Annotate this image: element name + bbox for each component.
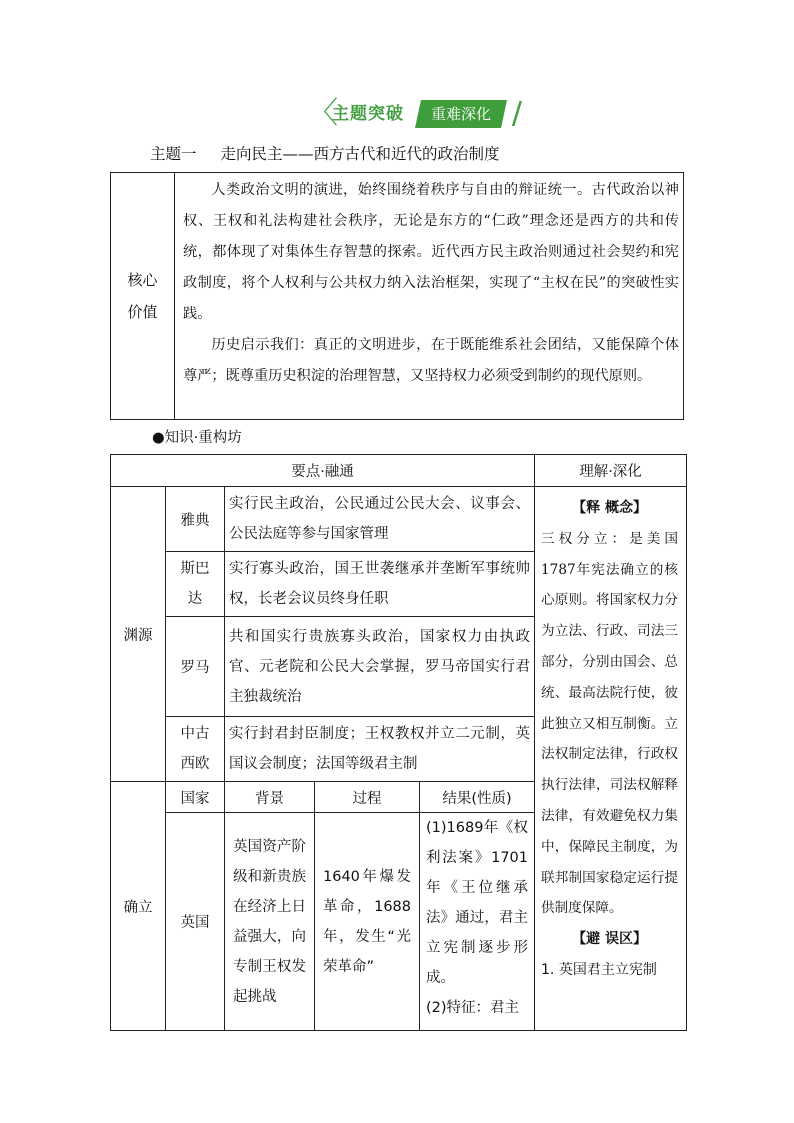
knowledge-table <box>110 454 687 1031</box>
core-paragraph: 历史启示我们：真正的文明进步，在于既能维系社会团结，又能保障个体尊严；既尊重历史积淀的治理智慧，又坚持权力必须受到制约的现代原则。 <box>183 337 679 384</box>
core-value-text <box>183 175 679 392</box>
section-title: ●知识·重构坊 <box>152 430 242 446</box>
state-description: 实行民主政治，公民通过公民大会、议事会、公民法庭等参与国家管理 <box>225 487 535 552</box>
column-header: 结果(性质) <box>420 782 535 813</box>
column-header: 背景 <box>225 782 315 813</box>
table-header-left: 要点·融通 <box>111 455 535 487</box>
column-header: 国家 <box>166 782 225 813</box>
core-paragraph: 人类政治文明的演进，始终围绕着秩序与自由的辩证统一。古代政治以神权、王权和礼法构建社会秩序，无论是东方的“仁政”理念还是西方的共和传统，都体现了对集体生存智慧的探索。近代西方民主政治则通过社会契约和宪政制度，将个人权利与公共权力纳入法治框架，实现了“主权在民”的突破性实践。 <box>183 182 679 322</box>
result-cell <box>420 813 535 1031</box>
banner-left-label: 主题突破 <box>332 104 404 124</box>
result-item: (2)特征：君主 <box>426 1000 520 1016</box>
state-name: 雅典 <box>166 487 225 552</box>
table-header-right: 理解·深化 <box>535 455 687 487</box>
misconception-item: 1. 英国君主立宪制 <box>541 961 657 978</box>
chevron-left-icon: 〈 <box>308 96 338 131</box>
state-description: 实行封君封臣制度；王权教权并立二元制，英国议会制度；法国等级君主制 <box>225 717 535 782</box>
side-title: 【释 概念】 <box>572 500 647 516</box>
row-group-label: 渊源 <box>111 487 166 782</box>
section-banner <box>308 98 522 130</box>
background-cell: 英国资产阶级和新贵族在经济上日益强大，向专制王权发起挑战 <box>225 813 315 1031</box>
state-name: 罗马 <box>166 617 225 717</box>
column-header: 过程 <box>315 782 420 813</box>
topic-title: 走向民主——西方古代和近代的政治制度 <box>220 145 500 163</box>
banner-right-label: 重难深化 <box>415 100 507 128</box>
concept-text: 三权分立：是美国1787年宪法确立的核心原则。将国家权力分为立法、行政、司法三部分，分别由国会、总统、最高法院行使，彼此独立又相互制衡。立法权制定法律，行政权执行法律，司法权解释法律，有效避免权力集中，保障民主制度，为联邦制国家稳定运行提供制度保障。 <box>541 530 679 917</box>
state-description: 共和国实行贵族寡头政治，国家权力由执政官、元老院和公民大会掌握，罗马帝国实行君主独裁统治 <box>225 617 535 717</box>
side-notes <box>535 487 687 1031</box>
side-title: 【避 误区】 <box>572 931 647 948</box>
row-group-label: 确立 <box>111 782 166 1031</box>
country-name: 英国 <box>166 813 225 1031</box>
core-value-box <box>110 172 684 420</box>
state-description: 实行寡头政治，国王世袭继承并垄断军事统帅权，长老会议员终身任职 <box>225 552 535 617</box>
process-cell: 1640年爆发革命，1688年，发生“光荣革命” <box>315 813 420 1031</box>
slash-decoration-icon: / <box>511 96 522 131</box>
topic-number: 主题一 <box>150 145 197 163</box>
topic-heading <box>150 142 500 164</box>
core-value-label: 核心 价值 <box>111 173 175 419</box>
result-item: (1)1689年《权利法案》1701年《王位继承法》通过，君主立宪制逐步形成。 <box>426 820 529 986</box>
state-name: 斯巴达 <box>166 552 225 617</box>
state-name: 中古西欧 <box>166 717 225 782</box>
